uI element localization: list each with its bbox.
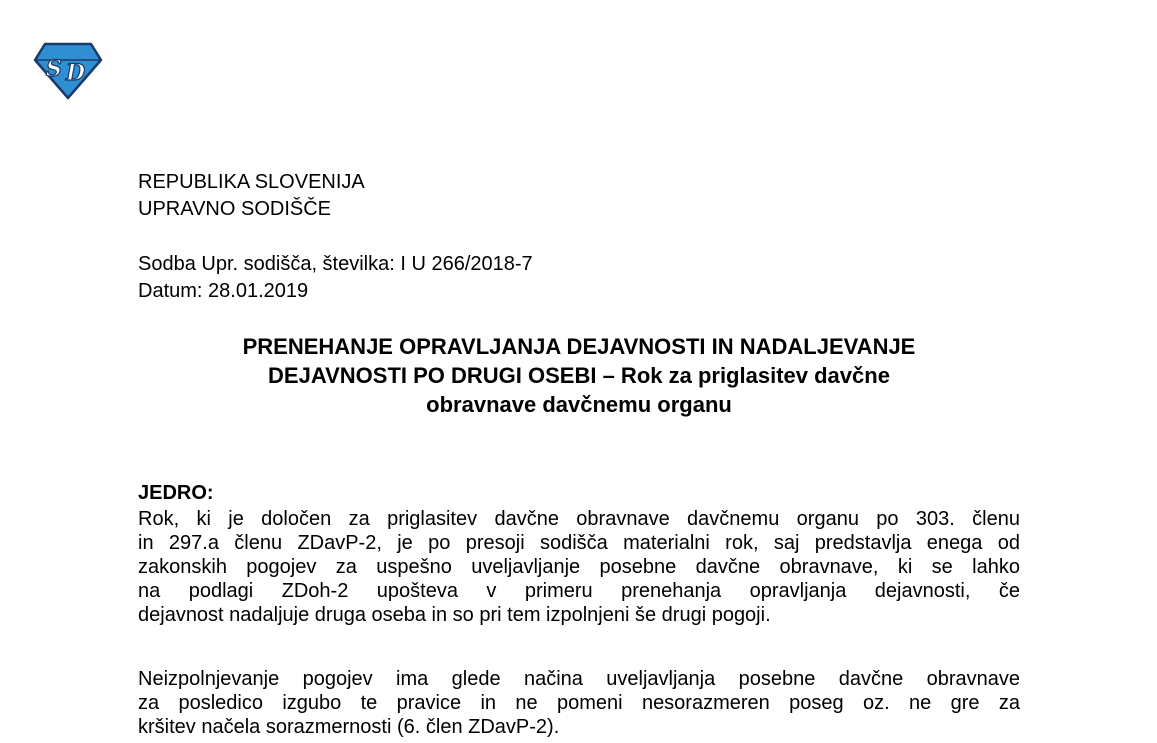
paragraph-line: za posledico izgubo te pravice in ne pomeni nesorazmeren poseg oz. ne gre za — [138, 692, 1020, 714]
svg-text:D: D — [66, 60, 86, 86]
paragraph-line: Neizpolnjevanje pogojev ima glede načina uveljavljanja posebne davčne obravnave — [138, 668, 1020, 690]
jedro-paragraph-2 — [138, 667, 1020, 739]
paragraph-line: dejavnost nadaljuje druga oseba in so pri tem izpolnjeni še drugi pogoji. — [138, 604, 771, 626]
title-line: PRENEHANJE OPRAVLJANJA DEJAVNOSTI IN NADALJEVANJE — [242, 334, 916, 359]
court-logo-icon — [33, 42, 103, 100]
header-republic: REPUBLIKA SLOVENIJA — [138, 171, 365, 193]
case-reference: Sodba Upr. sodišča, številka: I U 266/2018-7 — [138, 253, 533, 275]
paragraph-line: kršitev načela sorazmernosti (6. člen ZDavP-2). — [138, 716, 560, 738]
decision-date: Datum: 28.01.2019 — [138, 280, 309, 302]
header-court: UPRAVNO SODIŠČE — [138, 198, 331, 220]
section-heading-jedro: JEDRO: — [138, 482, 214, 504]
title-line: DEJAVNOSTI PO DRUGI OSEBI – Rok za priglasitev davčne — [268, 363, 890, 388]
paragraph-line: in 297.a členu ZDavP-2, je po presoji sodišča materialni rok, saj predstavlja enega od — [138, 532, 1020, 554]
document-title — [138, 332, 1020, 419]
paragraph-line: na podlagi ZDoh-2 upošteva v primeru prenehanja opravljanja dejavnosti, če — [138, 580, 1020, 602]
title-line: obravnave davčnemu organu — [426, 392, 732, 417]
jedro-paragraph-1 — [138, 507, 1020, 627]
svg-text:S: S — [46, 56, 62, 82]
paragraph-line: zakonskih pogojev za uspešno uveljavljanje posebne davčne obravnave, ki se lahko — [138, 556, 1020, 578]
paragraph-line: Rok, ki je določen za priglasitev davčne obravnave davčnemu organu po 303. členu — [138, 508, 1020, 530]
